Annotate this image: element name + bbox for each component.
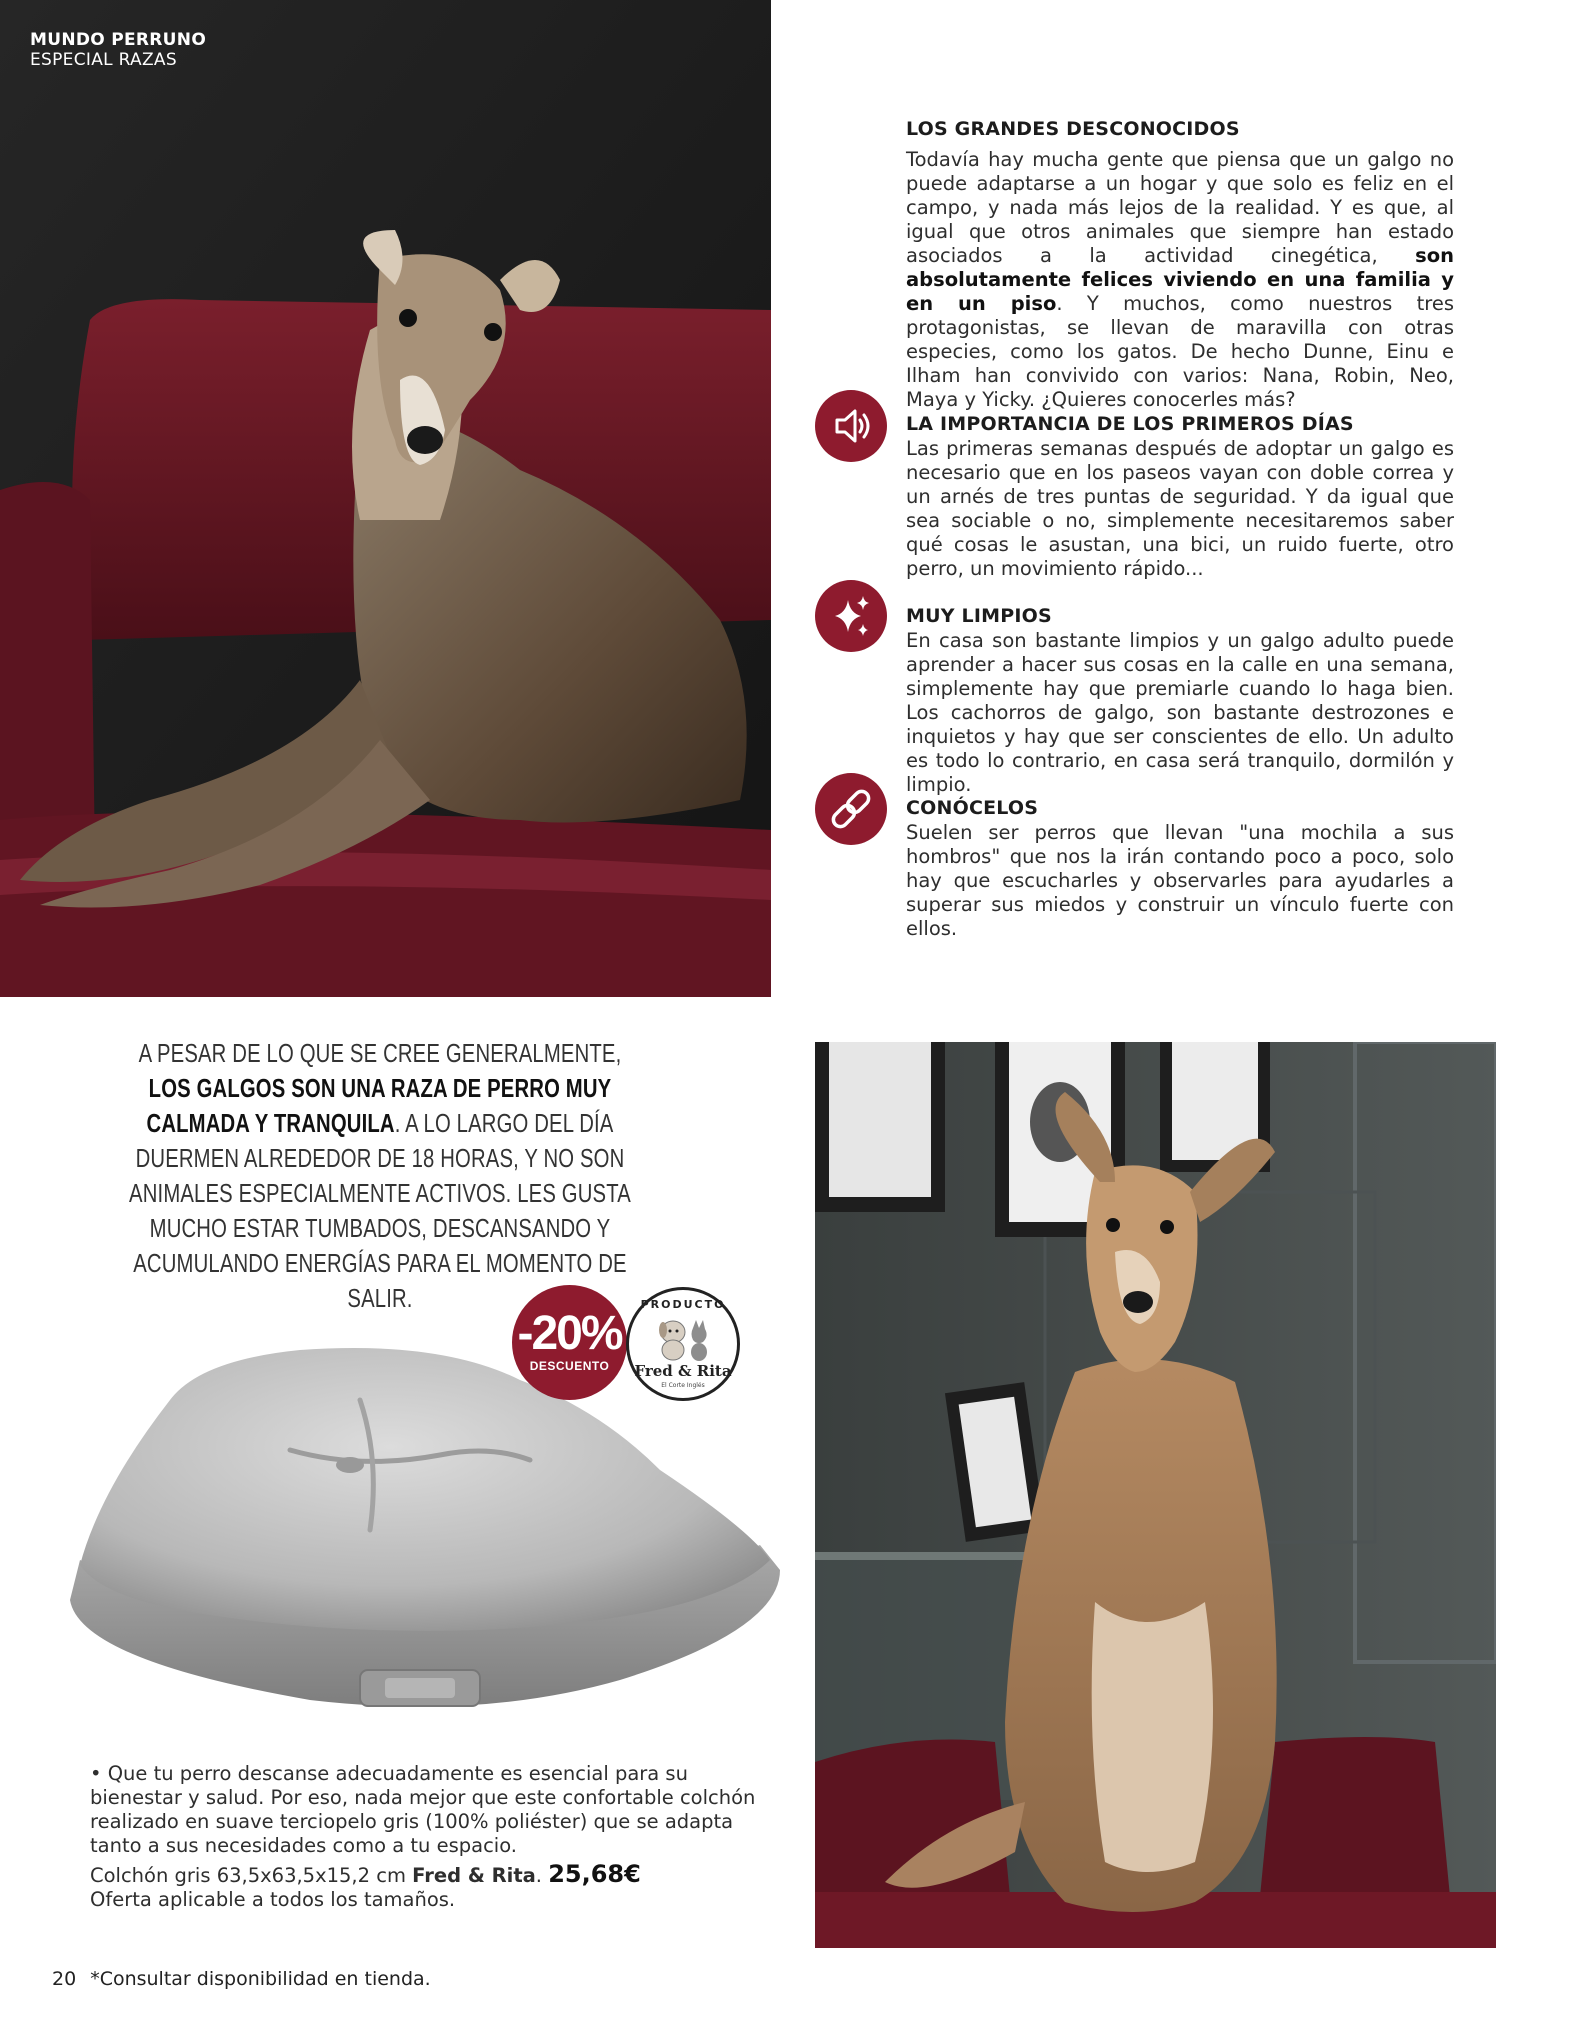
product-description [90,1762,770,1912]
product-price: 25,68€ [548,1860,641,1888]
paragraph-grandes-desconocidos: Todavía hay mucha gente que piensa que un galgo no puede adaptarse a un hogar y que solo es feliz en el campo, y nada más lejos de la realidad. Y es que, al igual que otros animales que siempre han estado asociados a la actividad cinegética, son absolutamente felices viviendo en una familia y en un piso. Y muchos, como nuestros tres protagonistas, se llevan de maravilla con otras especies, como los gatos. De hecho Dunne, Einu e Ilham han convivido con varios: Nana, Robin, Neo, Maya y Yicky. ¿Quieres conocerles más? [906,148,1454,411]
section-title: MUNDO PERRUNO [30,30,207,50]
paragraph-conocelos: Suelen ser perros que llevan "una mochila a sus hombros" que nos la irán contando poco a poco, solo hay que escucharles y observarles para ayudarles a superar sus miedos y construir un vínculo fuerte con ellos. [906,821,1454,940]
brand-badge-name: Fred & Rita [634,1362,732,1380]
sparkle-icon [815,580,887,652]
product-brand: Fred & Rita [412,1864,536,1887]
link-icon [815,773,887,845]
heading-primeros-dias: LA IMPORTANCIA DE LOS PRIMEROS DÍAS [906,413,1354,435]
brand-badge [626,1287,740,1401]
page-number: 20 [52,1968,77,1990]
brand-badge-top: PRODUCTO [640,1298,726,1311]
bold-phrase: son absolutamente felices viviendo en una familia y en un piso [906,244,1454,315]
discount-badge [512,1285,627,1400]
greyhound-sofa-photo [0,0,771,997]
greyhound-sitting-photo [815,1042,1496,1948]
heading-conocelos: CONÓCELOS [906,797,1039,819]
article-section-4 [906,797,1454,941]
article-section-1 [906,118,1454,412]
heading-grandes-desconocidos: LOS GRANDES DESCONOCIDOS [906,118,1240,140]
dog-cat-icon [651,1312,715,1362]
discount-label: DESCUENTO [529,1359,610,1373]
heading-muy-limpios: MUY LIMPIOS [906,605,1052,627]
availability-note: *Consultar disponibilidad en tienda. [90,1968,431,1990]
paragraph-muy-limpios: En casa son bastante limpios y un galgo adulto puede aprender a hacer sus cosas en la calle en una semana, simplemente hay que premiarle cuando lo haga bien. Los cachorros de galgo, son bastante destrozones e inquietos y hay que ser conscientes de ello. Un adulto es todo lo contrario, en casa será tranquilo, dormilón y limpio. [906,629,1454,796]
discount-percent: -20% [517,1307,622,1360]
pull-quote: A PESAR DE LO QUE SE CREE GENERALMENTE, LOS GALGOS SON UNA RAZA DE PERRO MUY CALMADA Y TRANQUILA. A LO LARGO DEL DÍA DUERMEN ALREDEDOR DE 18 HORAS, Y NO SON ANIMALES ESPECIALMENTE ACTIVOS. LES GUSTA MUCHO ESTAR TUMBADOS, DESCANSANDO Y ACUMULANDO ENERGÍAS PARA EL MOMENTO DE SALIR. [129,1038,631,1313]
article-section-3 [906,605,1454,797]
section-subtitle: ESPECIAL RAZAS [30,50,177,70]
section-label [30,30,206,70]
product-paragraph: • Que tu perro descanse adecuadamente es esencial para su bienestar y salud. Por eso, nada mejor que este confortable colchón realizado en suave terciopelo gris (100% poliéster) que se adapta tanto a sus necesidades como a tu espacio. [90,1762,756,1857]
brand-badge-sub: El Corte Inglés [661,1382,705,1389]
article-section-2 [906,413,1454,581]
product-price-line: Colchón gris 63,5x63,5x15,2 cm Fred & Rita. 25,68€ [90,1860,641,1888]
paragraph-primeros-dias: Las primeras semanas después de adoptar un galgo es necesario que en los paseos vayan con doble correa y un arnés de tres puntas de seguridad. Y da igual que sea sociable o no, simplemente necesitaremos saber qué cosas le asustan, una bici, un ruido fuerte, otro perro, un movimiento rápido... [906,437,1454,580]
speaker-icon [815,390,887,462]
product-offer: Oferta aplicable a todos los tamaños. [90,1888,456,1911]
footer [52,1968,431,1990]
pull-quote-bold: LOS GALGOS SON UNA RAZA DE PERRO MUY CALMADA Y TRANQUILA [146,1073,612,1138]
